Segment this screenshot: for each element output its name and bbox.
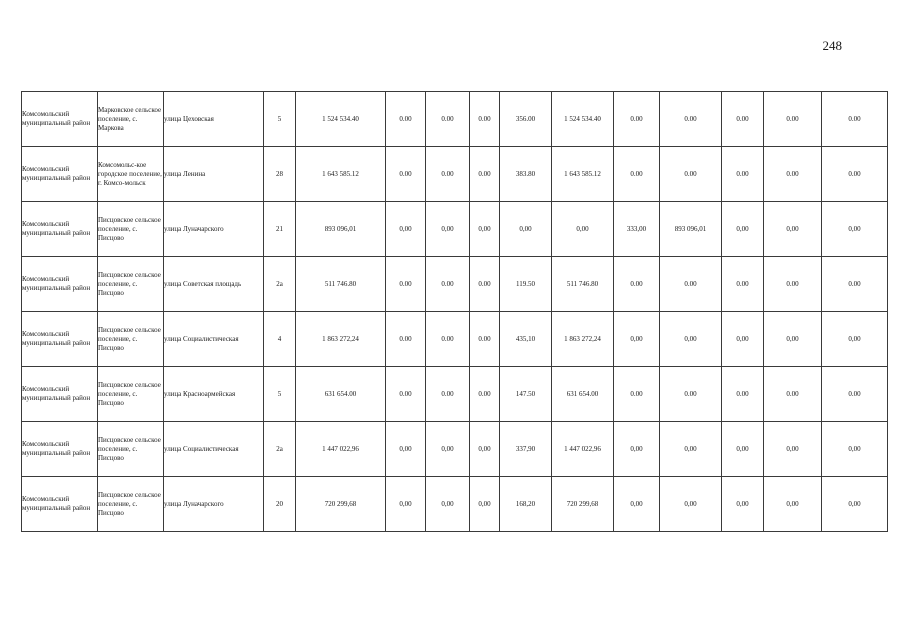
value-cell: 0.00 bbox=[386, 312, 426, 367]
value-cell: 0,00 bbox=[764, 202, 822, 257]
house-number-cell: 2а bbox=[264, 422, 296, 477]
district-cell: Комсомольский муниципальный район bbox=[22, 147, 98, 202]
value-cell: 0,00 bbox=[426, 477, 470, 532]
sum-cell: 1 643 585.12 bbox=[552, 147, 614, 202]
district-cell: Комсомольский муниципальный район bbox=[22, 422, 98, 477]
value-cell: 0.00 bbox=[470, 92, 500, 147]
value-cell: 0,00 bbox=[426, 202, 470, 257]
value-cell: 0,00 bbox=[470, 477, 500, 532]
house-number-cell: 28 bbox=[264, 147, 296, 202]
value-cell: 0,00 bbox=[614, 312, 660, 367]
district-cell: Комсомольский муниципальный район bbox=[22, 257, 98, 312]
settlement-cell: Писцовское сельское поселение, с. Писцово bbox=[98, 257, 164, 312]
value-cell: 0,00 bbox=[614, 477, 660, 532]
house-number-cell: 20 bbox=[264, 477, 296, 532]
area-cell: 147.50 bbox=[500, 367, 552, 422]
settlement-cell: Писцовское сельское поселение, с. Писцово bbox=[98, 312, 164, 367]
value-cell: 0.00 bbox=[722, 92, 764, 147]
street-cell: улица Цеховская bbox=[164, 92, 264, 147]
house-number-cell: 2а bbox=[264, 257, 296, 312]
table-row bbox=[22, 202, 888, 257]
table-row bbox=[22, 92, 888, 147]
house-number-cell: 5 bbox=[264, 367, 296, 422]
value-cell: 0.00 bbox=[822, 147, 888, 202]
table-row bbox=[22, 367, 888, 422]
total-cost-cell: 511 746.80 bbox=[296, 257, 386, 312]
settlement-cell: Писцовское сельское поселение, с. Писцово bbox=[98, 422, 164, 477]
sum-cell: 1 863 272,24 bbox=[552, 312, 614, 367]
value-cell: 0.00 bbox=[386, 92, 426, 147]
value-cell: 0,00 bbox=[386, 422, 426, 477]
value-cell: 333,00 bbox=[614, 202, 660, 257]
street-cell: улица Социалистическая bbox=[164, 422, 264, 477]
value-cell: 0.00 bbox=[386, 147, 426, 202]
sum-cell: 511 746.80 bbox=[552, 257, 614, 312]
value-cell: 0,00 bbox=[764, 312, 822, 367]
settlement-cell: Писцовское сельское поселение, с. Писцово bbox=[98, 202, 164, 257]
total-cost-cell: 720 299,68 bbox=[296, 477, 386, 532]
sum-cell: 1 524 534.40 bbox=[552, 92, 614, 147]
value-cell: 0.00 bbox=[470, 257, 500, 312]
value-cell: 0,00 bbox=[764, 477, 822, 532]
value-cell: 0.00 bbox=[660, 367, 722, 422]
sum-cell: 1 447 022,96 bbox=[552, 422, 614, 477]
value-cell: 0,00 bbox=[822, 422, 888, 477]
street-cell: улица Социалистическая bbox=[164, 312, 264, 367]
value-cell: 0.00 bbox=[722, 367, 764, 422]
value-cell: 0,00 bbox=[386, 202, 426, 257]
street-cell: улица Ленина bbox=[164, 147, 264, 202]
value-cell: 0.00 bbox=[660, 147, 722, 202]
value-cell: 0.00 bbox=[470, 367, 500, 422]
value-cell: 0,00 bbox=[470, 422, 500, 477]
value-cell: 0.00 bbox=[722, 257, 764, 312]
area-cell: 119.50 bbox=[500, 257, 552, 312]
area-cell: 0,00 bbox=[500, 202, 552, 257]
table-row bbox=[22, 147, 888, 202]
table-row bbox=[22, 422, 888, 477]
sum-cell: 631 654.00 bbox=[552, 367, 614, 422]
value-cell: 0.00 bbox=[764, 367, 822, 422]
value-cell: 0.00 bbox=[764, 92, 822, 147]
table-row bbox=[22, 312, 888, 367]
total-cost-cell: 1 863 272,24 bbox=[296, 312, 386, 367]
district-cell: Комсомольский муниципальный район bbox=[22, 312, 98, 367]
value-cell: 0.00 bbox=[764, 257, 822, 312]
area-cell: 168,20 bbox=[500, 477, 552, 532]
value-cell: 0,00 bbox=[722, 312, 764, 367]
value-cell: 0.00 bbox=[660, 257, 722, 312]
data-table bbox=[21, 91, 888, 532]
value-cell: 0.00 bbox=[386, 257, 426, 312]
value-cell: 0,00 bbox=[660, 477, 722, 532]
value-cell: 0.00 bbox=[426, 147, 470, 202]
value-cell: 0.00 bbox=[426, 367, 470, 422]
street-cell: улица Советская площадь bbox=[164, 257, 264, 312]
value-cell: 0,00 bbox=[470, 202, 500, 257]
sum-cell: 720 299,68 bbox=[552, 477, 614, 532]
settlement-cell: Писцовское сельское поселение, с. Писцово bbox=[98, 477, 164, 532]
value-cell: 0.00 bbox=[822, 257, 888, 312]
house-number-cell: 21 bbox=[264, 202, 296, 257]
value-cell: 0,00 bbox=[822, 477, 888, 532]
street-cell: улица Красноармейская bbox=[164, 367, 264, 422]
value-cell: 0.00 bbox=[764, 147, 822, 202]
value-cell: 0.00 bbox=[722, 147, 764, 202]
value-cell: 0.00 bbox=[660, 92, 722, 147]
value-cell: 893 096,01 bbox=[660, 202, 722, 257]
total-cost-cell: 631 654.00 bbox=[296, 367, 386, 422]
value-cell: 0,00 bbox=[722, 422, 764, 477]
value-cell: 0.00 bbox=[426, 312, 470, 367]
total-cost-cell: 1 447 022,96 bbox=[296, 422, 386, 477]
table-body bbox=[22, 92, 888, 532]
value-cell: 0.00 bbox=[426, 92, 470, 147]
area-cell: 383.80 bbox=[500, 147, 552, 202]
value-cell: 0.00 bbox=[386, 367, 426, 422]
house-number-cell: 5 bbox=[264, 92, 296, 147]
value-cell: 0,00 bbox=[426, 422, 470, 477]
total-cost-cell: 1 643 585.12 bbox=[296, 147, 386, 202]
value-cell: 0,00 bbox=[722, 202, 764, 257]
area-cell: 356.00 bbox=[500, 92, 552, 147]
settlement-cell: Марковское сельское поселение, с. Маркова bbox=[98, 92, 164, 147]
total-cost-cell: 1 524 534.40 bbox=[296, 92, 386, 147]
house-number-cell: 4 bbox=[264, 312, 296, 367]
value-cell: 0.00 bbox=[426, 257, 470, 312]
value-cell: 0,00 bbox=[822, 202, 888, 257]
sum-cell: 0,00 bbox=[552, 202, 614, 257]
value-cell: 0.00 bbox=[614, 257, 660, 312]
table-row bbox=[22, 257, 888, 312]
district-cell: Комсомольский муниципальный район bbox=[22, 367, 98, 422]
value-cell: 0.00 bbox=[614, 147, 660, 202]
district-cell: Комсомольский муниципальный район bbox=[22, 92, 98, 147]
value-cell: 0.00 bbox=[822, 367, 888, 422]
value-cell: 0.00 bbox=[614, 367, 660, 422]
value-cell: 0.00 bbox=[614, 92, 660, 147]
value-cell: 0,00 bbox=[660, 422, 722, 477]
table-row bbox=[22, 477, 888, 532]
value-cell: 0,00 bbox=[386, 477, 426, 532]
value-cell: 0.00 bbox=[470, 312, 500, 367]
street-cell: улица Луначарского bbox=[164, 202, 264, 257]
value-cell: 0.00 bbox=[470, 147, 500, 202]
value-cell: 0.00 bbox=[822, 92, 888, 147]
area-cell: 435,10 bbox=[500, 312, 552, 367]
settlement-cell: Писцовское сельское поселение, с. Писцово bbox=[98, 367, 164, 422]
total-cost-cell: 893 096,01 bbox=[296, 202, 386, 257]
value-cell: 0,00 bbox=[722, 477, 764, 532]
value-cell: 0,00 bbox=[660, 312, 722, 367]
page-number: 248 bbox=[822, 38, 842, 53]
area-cell: 337,90 bbox=[500, 422, 552, 477]
street-cell: улица Луначарского bbox=[164, 477, 264, 532]
value-cell: 0,00 bbox=[822, 312, 888, 367]
district-cell: Комсомольский муниципальный район bbox=[22, 477, 98, 532]
settlement-cell: Комсомольс-кое городское поселение, г. Комсо-мольск bbox=[98, 147, 164, 202]
district-cell: Комсомольский муниципальный район bbox=[22, 202, 98, 257]
value-cell: 0,00 bbox=[764, 422, 822, 477]
value-cell: 0,00 bbox=[614, 422, 660, 477]
